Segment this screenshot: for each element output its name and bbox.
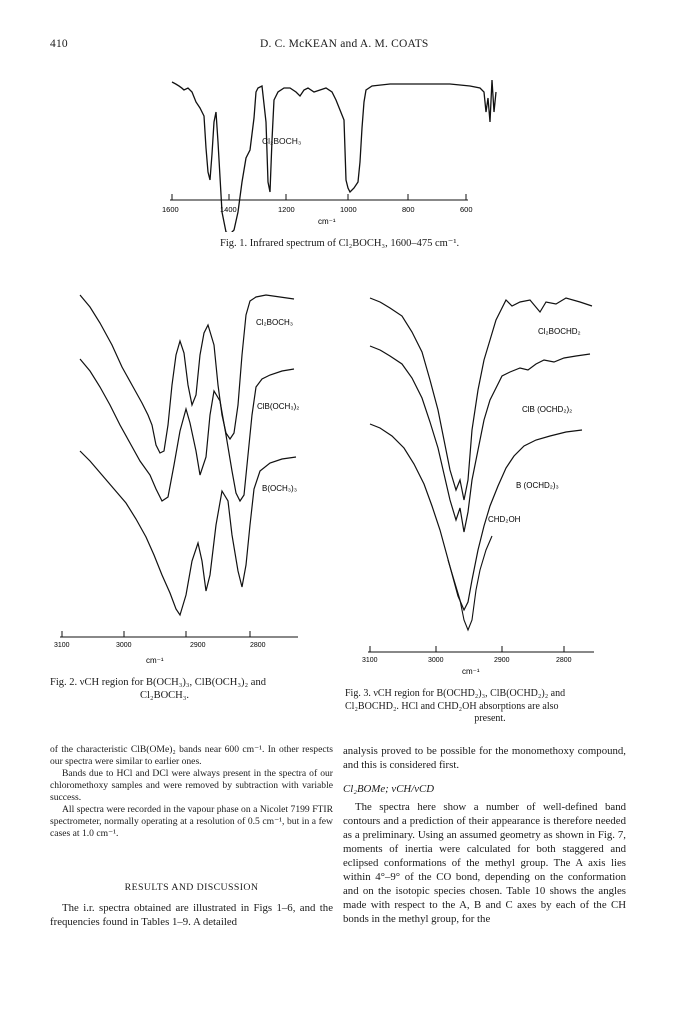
figure-1 xyxy=(150,62,520,232)
page-number: 410 xyxy=(50,38,68,50)
fig2-x-ticks xyxy=(62,631,250,637)
fig2-x-unit: cm⁻¹ xyxy=(146,656,164,665)
right-column xyxy=(343,744,626,926)
fig3-label: B (OCHD₂)₃ xyxy=(516,481,559,490)
fig1-tick-label: 800 xyxy=(402,205,415,214)
paragraph: analysis proved to be possible for the monomethoxy compound, and this is considered first. xyxy=(343,745,626,771)
fig3-tick-label: 2900 xyxy=(494,657,510,664)
fig2-label: B(OCH₃)₃ xyxy=(262,484,297,493)
paragraph: All spectra were recorded in the vapour phase on a Nicolet 7199 FTIR spectrometer, normally operating at a resolution of 0.5 cm⁻¹, but in a few cases at 1.0 cm⁻¹. xyxy=(50,804,333,839)
paragraph: The spectra here show a number of well-defined band contours and a prediction of their appearance is therefore needed as a preliminary. Using an assumed geometry as shown in Fig. 7, moments of inertia were calculated for both staggered and eclipsed conformations of the methyl group. The A axis lies within 4°–9° of the CO bond, depending on the conformation and on the isotopic species chosen. Table 10 shows the angles made with respect to the A, B and C axes by each of the CH bonds in the methyl group, for the xyxy=(343,801,626,925)
running-header: D. C. McKEAN and A. M. COATS xyxy=(260,38,429,50)
fig3-x-ticks xyxy=(370,646,564,652)
paragraph: The i.r. spectra obtained are illustrated in Figs 1–6, and the frequencies found in Tables 1–9. A detailed xyxy=(50,902,333,928)
fig2-tick-label: 2900 xyxy=(190,642,206,649)
fig3-tick-label: 3000 xyxy=(428,657,444,664)
fig1-tick-label: 1000 xyxy=(340,205,357,214)
fig1-tick-label: 1200 xyxy=(278,205,295,214)
paragraph: of the characteristic ClB(OMe)₂ bands near 600 cm⁻¹. In other respects our spectra were similar to earlier ones. xyxy=(50,744,333,767)
subsection-heading: Cl₂BOMe; νCH/νCD xyxy=(343,783,435,795)
fig3-tick-label: 3100 xyxy=(362,657,378,664)
fig1-tick-label: 1400 xyxy=(220,205,237,214)
paragraph: Bands due to HCl and DCl were always present in the spectra of our chloromethoxy samples and were removed by subtraction with variable success. xyxy=(50,768,333,803)
fig1-x-ticks xyxy=(172,194,466,200)
fig3-x-unit: cm⁻¹ xyxy=(462,667,480,676)
fig3-label: Cl₂BOCHD₂ xyxy=(538,327,581,336)
section-heading: RESULTS AND DISCUSSION xyxy=(124,882,259,893)
fig2-tick-label: 3100 xyxy=(54,642,70,649)
figure-3 xyxy=(350,280,620,680)
fig3-trace-clbochd2-2 xyxy=(370,346,590,532)
fig1-x-unit: cm⁻¹ xyxy=(318,217,336,226)
figure-2 xyxy=(50,275,320,670)
fig2-trace-boch3-3 xyxy=(80,451,296,615)
fig1-compound-label: Cl₂BOCH₃ xyxy=(262,136,302,146)
fig1-caption: Fig. 1. Infrared spectrum of Cl₂BOCH₃, 1600–475 cm⁻¹. xyxy=(220,238,460,249)
fig2-tick-label: 3000 xyxy=(116,642,132,649)
fig2-caption: Fig. 2. νCH region for B(OCH₃)₃, ClB(OCH₃)₂ and Cl₂BOCH₃. xyxy=(50,677,266,701)
fig3-label: CHD₂OH xyxy=(488,515,521,524)
fig2-label: ClB(OCH₃)₂ xyxy=(257,402,300,411)
fig3-tick-label: 2800 xyxy=(556,657,572,664)
left-column xyxy=(50,744,333,929)
fig2-tick-label: 2800 xyxy=(250,642,266,649)
fig2-label: Cl₂BOCH₃ xyxy=(256,318,294,327)
fig3-trace-chd2oh xyxy=(448,536,492,630)
fig1-tick-label: 1600 xyxy=(162,205,179,214)
fig1-tick-label: 600 xyxy=(460,205,473,214)
fig3-trace-bochd2-3 xyxy=(370,424,582,610)
fig3-caption: Fig. 3. νCH region for B(OCHD₂)₃, ClB(OCHD₂)₂ and Cl₂BOCHD₂. HCl and CHD₂OH absorptions are also present. xyxy=(345,688,566,724)
fig3-label: ClB (OCHD₂)₂ xyxy=(522,405,573,414)
